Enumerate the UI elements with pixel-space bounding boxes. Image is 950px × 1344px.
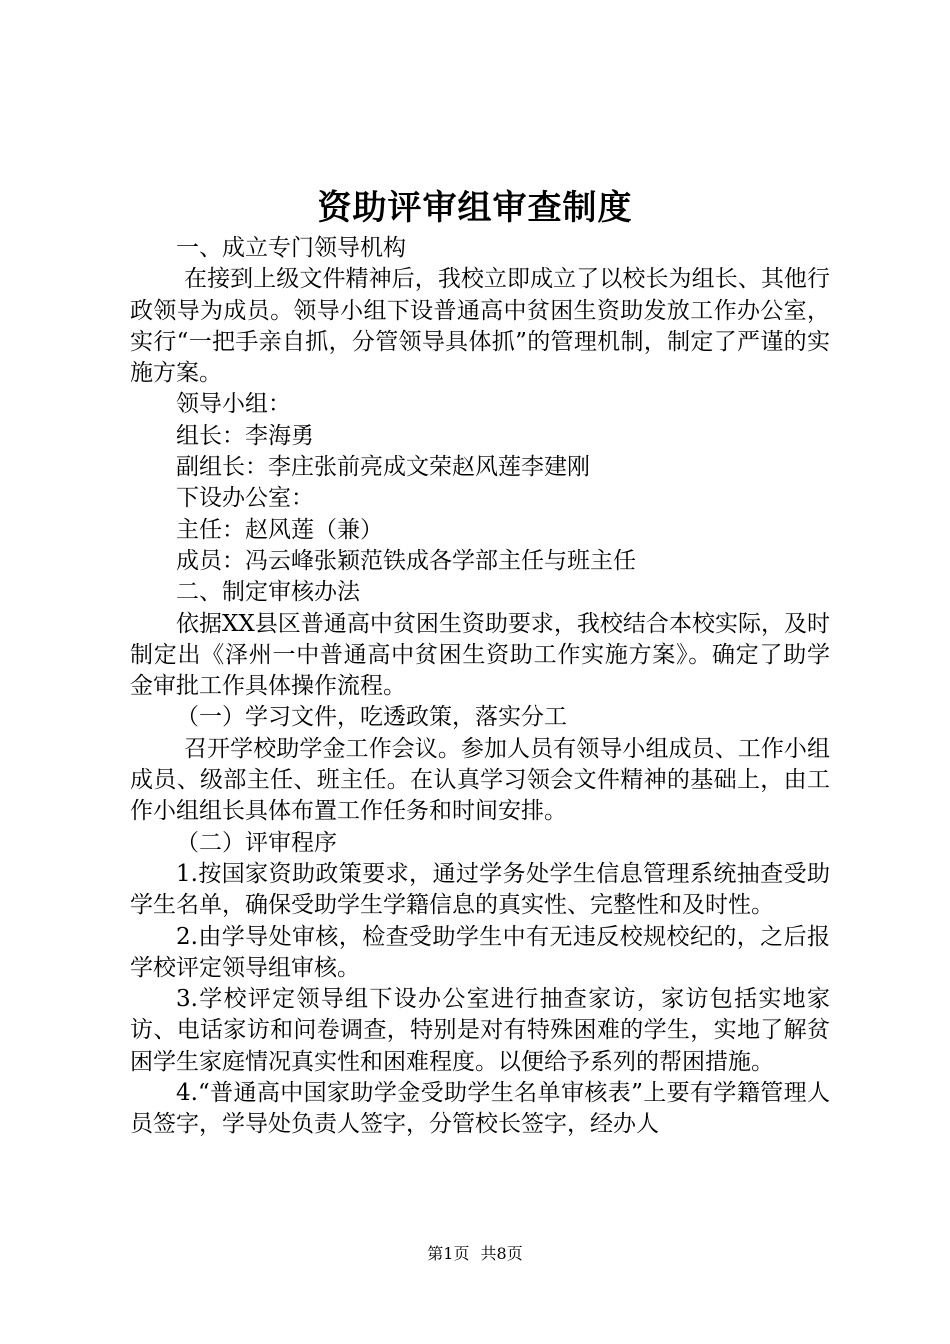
document-body <box>130 233 830 1141</box>
paragraph: 3.学校评定领导组下设办公室进行抽查家访，家访包括实地家访、电话家访和问卷调查，特别是对有特殊困难的学生，实地了解贫困学生家庭情况真实性和困难程度。以便给予系列的帮困措施。 <box>130 986 830 1075</box>
page-footer <box>0 1242 950 1266</box>
paragraph: 在接到上级文件精神后，我校立即成立了以校长为组长、其他行政领导为成员。领导小组下设普通高中贫困生资助发放工作办公室，实行“一把手亲自抓，分管领导具体抓”的管理机制，制定了严谨的实施方案。 <box>130 266 830 387</box>
paragraph: 依据XX县区普通高中贫困生资助要求，我校结合本校实际，及时制定出《泽州一中普通高中贫困生资助工作实施方案》。确定了助学金审批工作具体操作流程。 <box>130 610 830 700</box>
paragraph: 二、制定审核办法 <box>176 579 360 606</box>
document-title: 资助评审组审查制度 <box>317 188 633 228</box>
paragraph: 副组长：李庄张前亮成文荣赵风莲李建刚 <box>176 454 590 481</box>
paragraph: 组长：李海勇 <box>176 422 314 449</box>
paragraph: 召开学校助学金工作会议。参加人员有领导小组成员、工作小组成员、级部主任、班主任。在认真学习领会文件精神的基础上，由工作小组组长具体布置工作任务和时间安排。 <box>130 735 830 825</box>
paragraph: 成员：冯云峰张颖范铁成各学部主任与班主任 <box>176 547 636 574</box>
paragraph: 主任：赵风莲（兼） <box>176 516 383 543</box>
paragraph: 下设办公室： <box>176 485 314 512</box>
paragraph: 2.由学导处审核，检查受助学生中有无违反校规校纪的，之后报学校评定领导组审核。 <box>130 923 830 981</box>
paragraph: （二）评审程序 <box>176 829 337 856</box>
paragraph: 4.“普通高中国家助学金受助学生名单审核表”上要有学籍管理人员签字，学导处负责人签字，分管校长签字，经办人 <box>130 1080 830 1138</box>
paragraph: 1.按国家资助政策要求，通过学务处学生信息管理系统抽查受助学生名单，确保受助学生学籍信息的真实性、完整性和及时性。 <box>130 860 830 919</box>
paragraph: （一）学习文件，吃透政策，落实分工 <box>176 704 567 731</box>
paragraph: 一、成立专门领导机构 <box>176 235 406 261</box>
paragraph: 领导小组： <box>176 391 291 418</box>
page-total: 共8页 <box>480 1244 523 1263</box>
page-number: 第1页 <box>427 1244 470 1263</box>
